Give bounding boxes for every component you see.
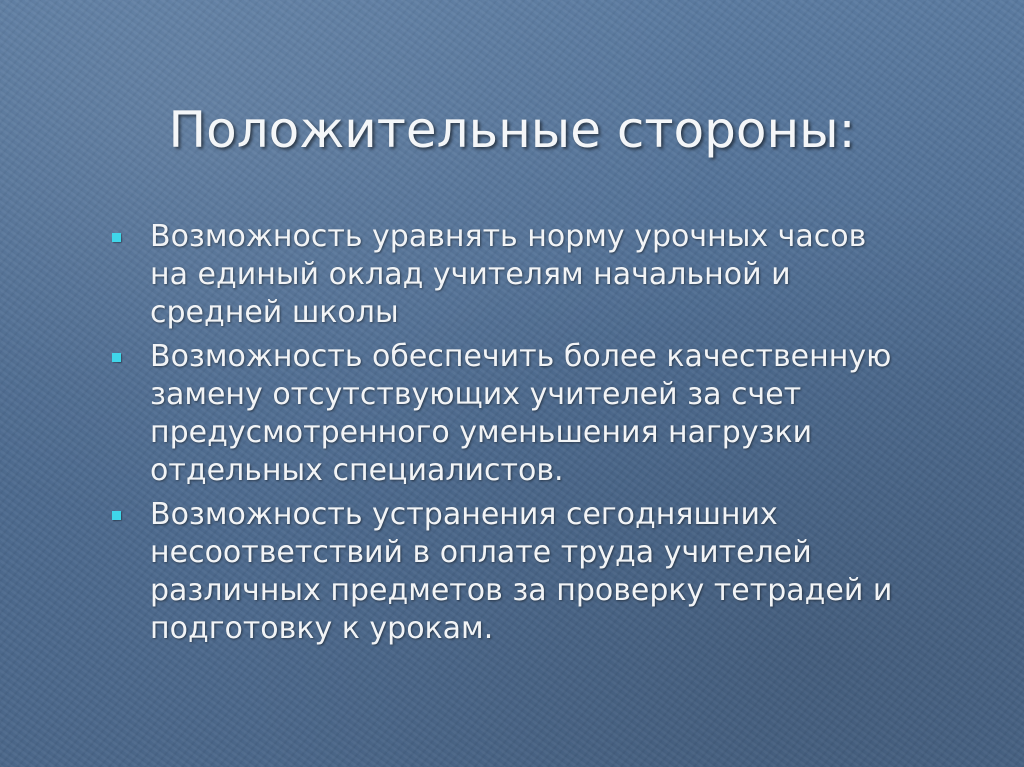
bullet-item [104, 496, 964, 648]
bullet-line: Возможность уравнять норму урочных часов [150, 219, 867, 254]
bullet-line: замену отсутствующих учителей за счет [150, 377, 802, 412]
bullet-line: подготовку к урокам. [150, 611, 494, 646]
bullet-line: различных предметов за проверку тетрадей и [150, 573, 893, 608]
bullet-line: средней школы [150, 295, 399, 330]
square-bullet-icon [112, 353, 121, 362]
square-bullet-icon [112, 233, 121, 242]
bullet-line: на единый оклад учителям начальной и [150, 257, 791, 292]
bullet-line: Возможность устранения сегодняшних [150, 497, 778, 532]
bullet-line: отдельных специалистов. [150, 453, 564, 488]
slide-title: Положительные стороны: [168, 101, 856, 159]
bullet-list [104, 218, 964, 654]
bullet-line: несоответствий в оплате труда учителей [150, 535, 812, 570]
bullet-line: предусмотренного уменьшения нагрузки [150, 415, 813, 450]
bullet-item [104, 338, 964, 490]
bullet-item [104, 218, 964, 332]
bullet-line: Возможность обеспечить более качественную [150, 339, 892, 374]
square-bullet-icon [112, 511, 121, 520]
